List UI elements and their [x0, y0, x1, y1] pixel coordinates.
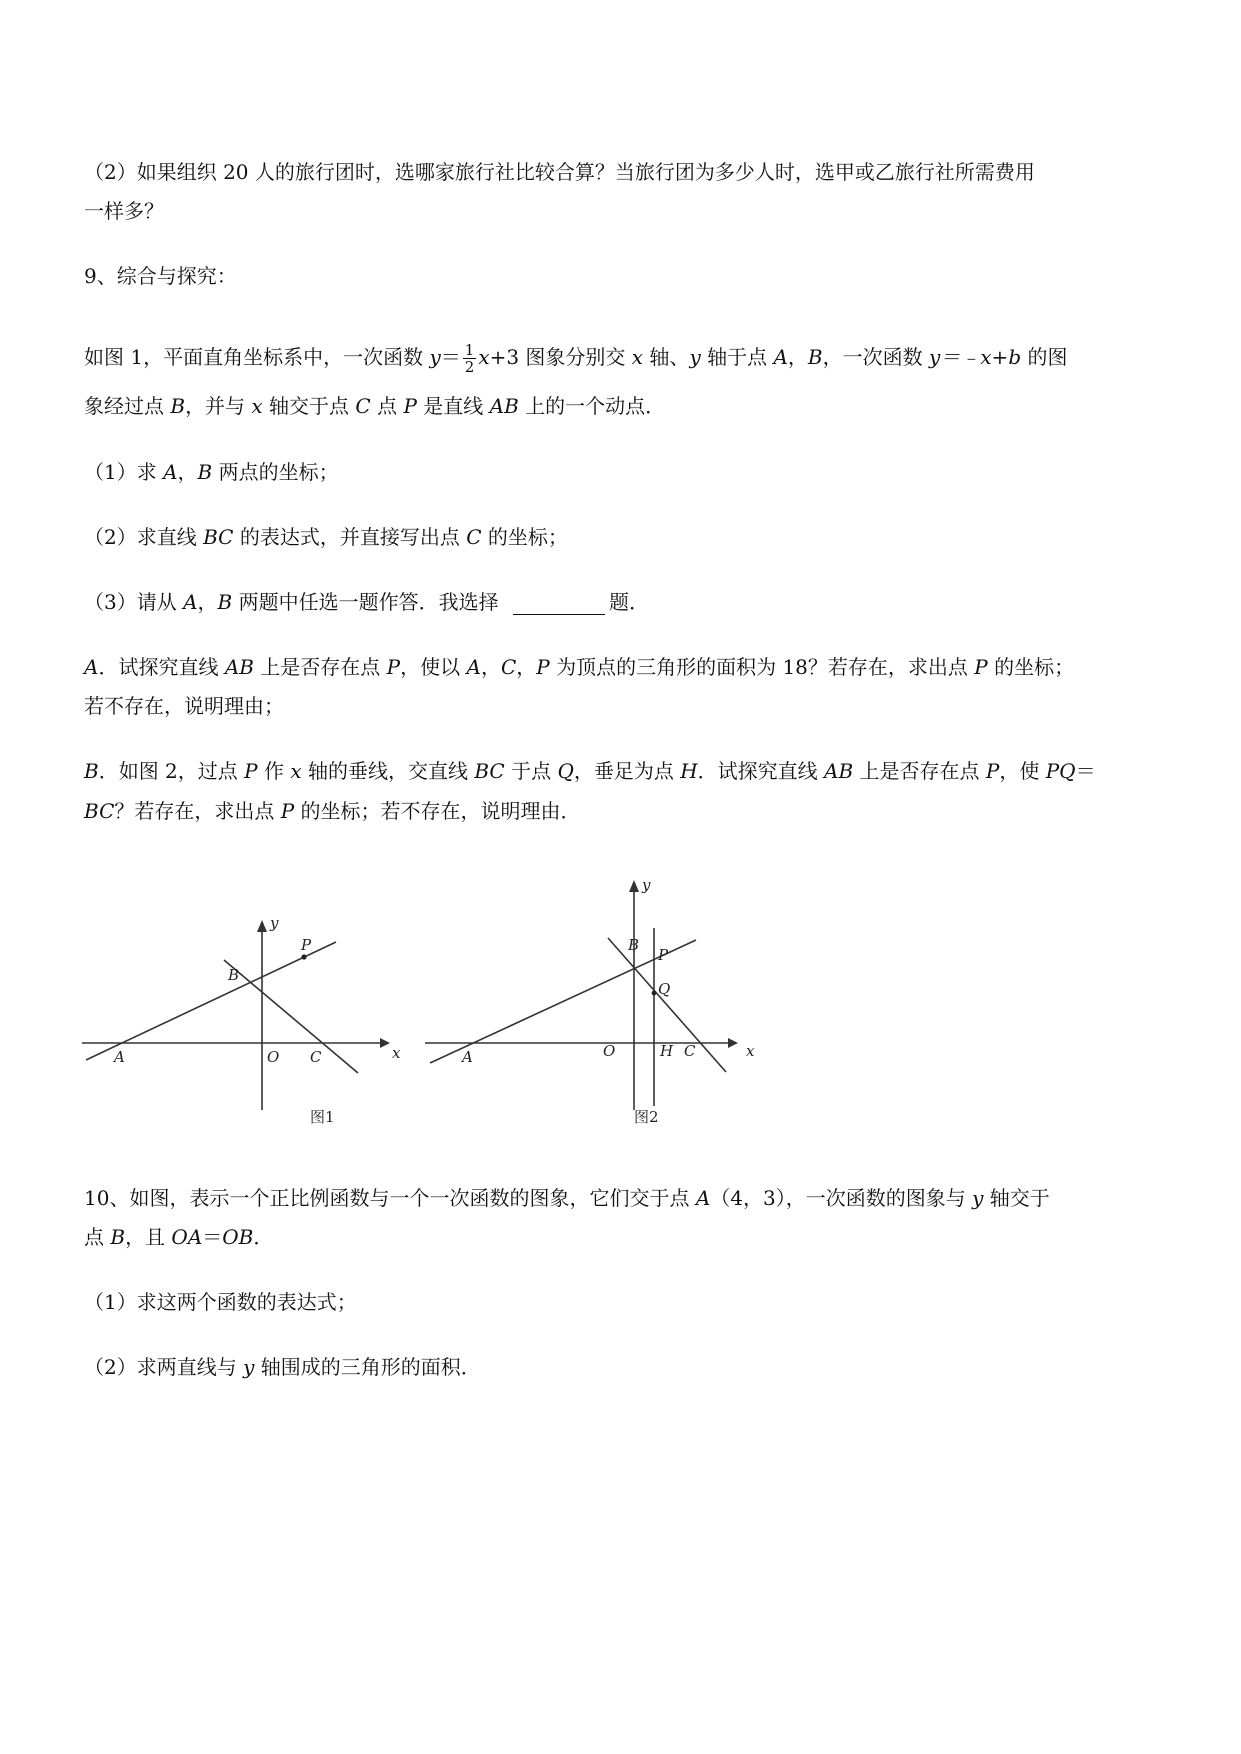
fig2-label-p: P — [658, 946, 669, 964]
fig2-label-b: B — [628, 936, 640, 954]
fig2-caption: 图2 — [634, 1108, 659, 1126]
fig2-label-x: x — [746, 1042, 755, 1060]
q10-part2: （2）求两直线与 y 轴围成的三角形的面积． — [84, 1355, 481, 1379]
fig2-label-y: y — [642, 876, 651, 894]
fig1-line-bc — [224, 960, 358, 1073]
fig2-line-ab — [430, 940, 696, 1063]
fig2-label-o: O — [603, 1042, 616, 1060]
fig2-label-a: A — [462, 1048, 473, 1066]
fig1-label-c: C — [310, 1048, 322, 1066]
fig1-label-x: x — [392, 1044, 401, 1062]
fig2-label-c: C — [684, 1042, 696, 1060]
q8-part2-line1: （2）如果组织 20 人的旅行团时，选哪家旅行社比较合算？当旅行团为多少人时，选甲或乙旅行社所需费用 — [84, 160, 1035, 184]
q10-part1: （1）求这两个函数的表达式； — [84, 1290, 357, 1314]
answer-blank — [513, 594, 605, 615]
fig2-label-h: H — [660, 1042, 674, 1060]
q9-option-b-line1: B．如图 2，过点 P 作 x 轴的垂线，交直线 BC 于点 Q，垂足为点 H．试探究直线 AB 上是否存在点 P，使 PQ＝ — [84, 759, 1096, 783]
q9-option-b-line2: BC？若存在，求出点 P 的坐标；若不存在，说明理由． — [84, 799, 581, 823]
fig2-label-q: Q — [658, 980, 671, 998]
q9-heading: 9、综合与探究： — [84, 264, 237, 288]
fraction-one-half: $\frac{1}{2}$ — [464, 341, 475, 376]
fig1-label-b: B — [228, 966, 240, 984]
fig2-y-arrow — [629, 880, 639, 892]
q9-intro-line2: 象经过点 B，并与 x 轴交于点 C 点 P 是直线 AB 上的一个动点． — [84, 394, 666, 418]
q9-part1: （1）求 A，B 两点的坐标； — [84, 460, 339, 484]
fig1-point-p — [301, 954, 306, 959]
fig1-label-a: A — [114, 1048, 125, 1066]
q9-intro-line1: 如图 1，平面直角坐标系中，一次函数 y＝ $\frac{1}{2}$ x+3 图象分别交 x 轴、y 轴于点 A，B，一次函数 y＝﹣x+b 的图 — [84, 341, 1068, 376]
q10-line1: 10、如图，表示一个正比例函数与一个一次函数的图象，它们交于点 A（4，3），一次函数的图象与 y 轴交于 — [84, 1186, 1050, 1210]
q9-option-a-line1: A．试探究直线 AB 上是否存在点 P，使以 A，C，P 为顶点的三角形的面积为 18？若存在，求出点 P 的坐标； — [84, 655, 1075, 679]
fig1-label-o: O — [267, 1048, 280, 1066]
fig1-label-p: P — [301, 936, 312, 954]
fig1-x-arrow — [380, 1038, 390, 1048]
figure-2 — [420, 870, 765, 1145]
fig2-point-q — [652, 991, 657, 996]
fig1-label-y: y — [270, 914, 279, 932]
q9-part3: （3）请从 A，B 两题中任选一题作答．我选择 题． — [84, 590, 649, 614]
q9-option-a-line2: 若不存在，说明理由； — [84, 694, 284, 718]
q10-line2: 点 B，且 OA＝OB． — [84, 1225, 274, 1249]
figure-1 — [80, 900, 410, 1145]
q9-part2: （2）求直线 BC 的表达式，并直接写出点 C 的坐标； — [84, 525, 568, 549]
fig2-x-arrow — [728, 1038, 738, 1048]
fig1-caption: 图1 — [310, 1108, 335, 1126]
fig1-y-arrow — [257, 920, 267, 932]
q8-part2-line2: 一样多？ — [84, 199, 164, 223]
